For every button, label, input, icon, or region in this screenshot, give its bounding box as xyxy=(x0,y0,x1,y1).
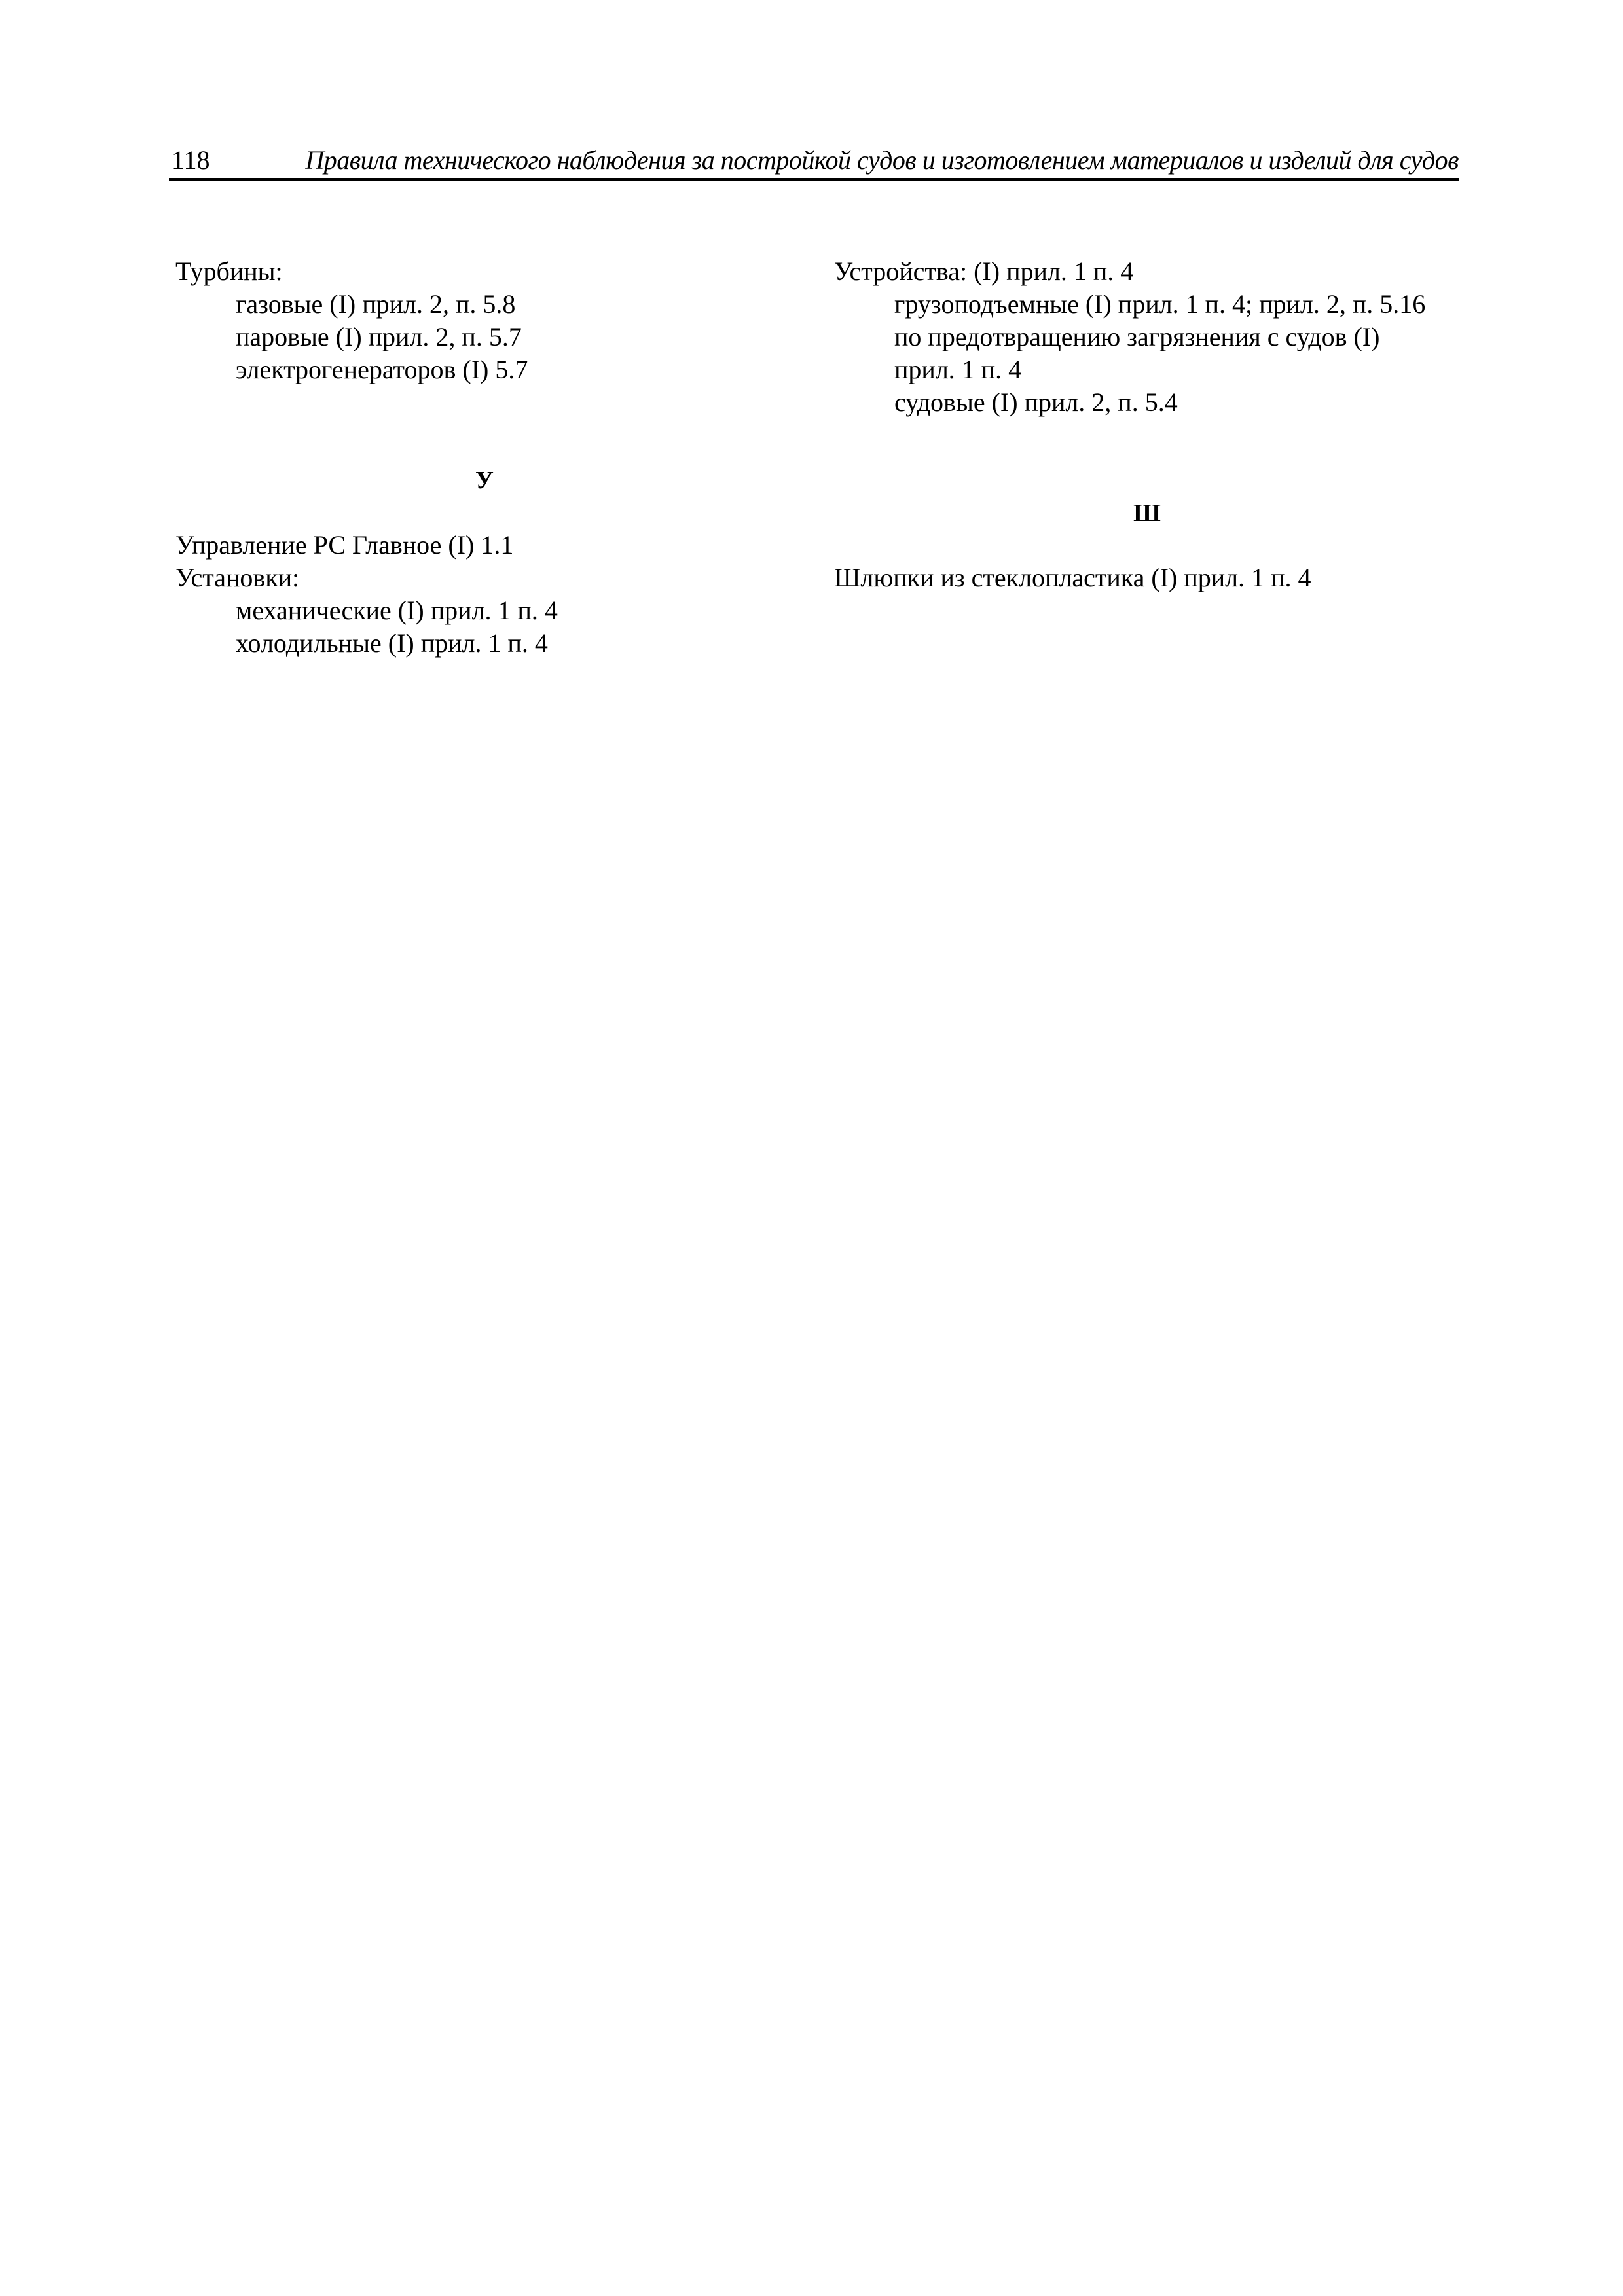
index-left-block-2 xyxy=(175,529,558,660)
index-subentry: газовые (I) прил. 2, п. 5.8 xyxy=(236,289,516,319)
index-heading-ustanovki: Установки: xyxy=(175,563,300,592)
index-subentry: прил. 1 п. 4 xyxy=(894,355,1022,384)
index-left-column xyxy=(175,255,804,386)
index-subentry: паровые (I) прил. 2, п. 5.7 xyxy=(236,322,522,351)
index-subentry: холодильные (I) прил. 1 п. 4 xyxy=(236,628,548,658)
index-heading-turbines: Турбины: xyxy=(175,257,283,286)
index-subentry: грузоподъемные (I) прил. 1 п. 4; прил. 2, п. 5.16 xyxy=(894,289,1426,319)
index-subentry: судовые (I) прил. 2, п. 5.4 xyxy=(894,387,1178,417)
index-right-block-2 xyxy=(834,562,1311,594)
running-header xyxy=(169,145,1459,181)
running-title: Правила технического наблюдения за постройкой судов и изготовлением материалов и изделий для судов xyxy=(305,145,1459,175)
index-subentry: электрогенераторов (I) 5.7 xyxy=(236,355,528,384)
section-letter-u: У xyxy=(475,467,494,494)
page-number: 118 xyxy=(172,145,210,175)
index-heading-ustroystva: Устройства: (I) прил. 1 п. 4 xyxy=(834,257,1134,286)
section-letter-sh: Ш xyxy=(1133,499,1161,527)
index-subentry: по предотвращению загрязнения с судов (I) xyxy=(894,322,1380,351)
index-subentry: механические (I) прил. 1 п. 4 xyxy=(236,596,558,625)
index-entry-shlyupki: Шлюпки из стеклопластика (I) прил. 1 п. 4 xyxy=(834,563,1311,592)
index-right-column xyxy=(834,255,1463,419)
index-entry-upravlenie: Управление РС Главное (I) 1.1 xyxy=(175,530,514,560)
